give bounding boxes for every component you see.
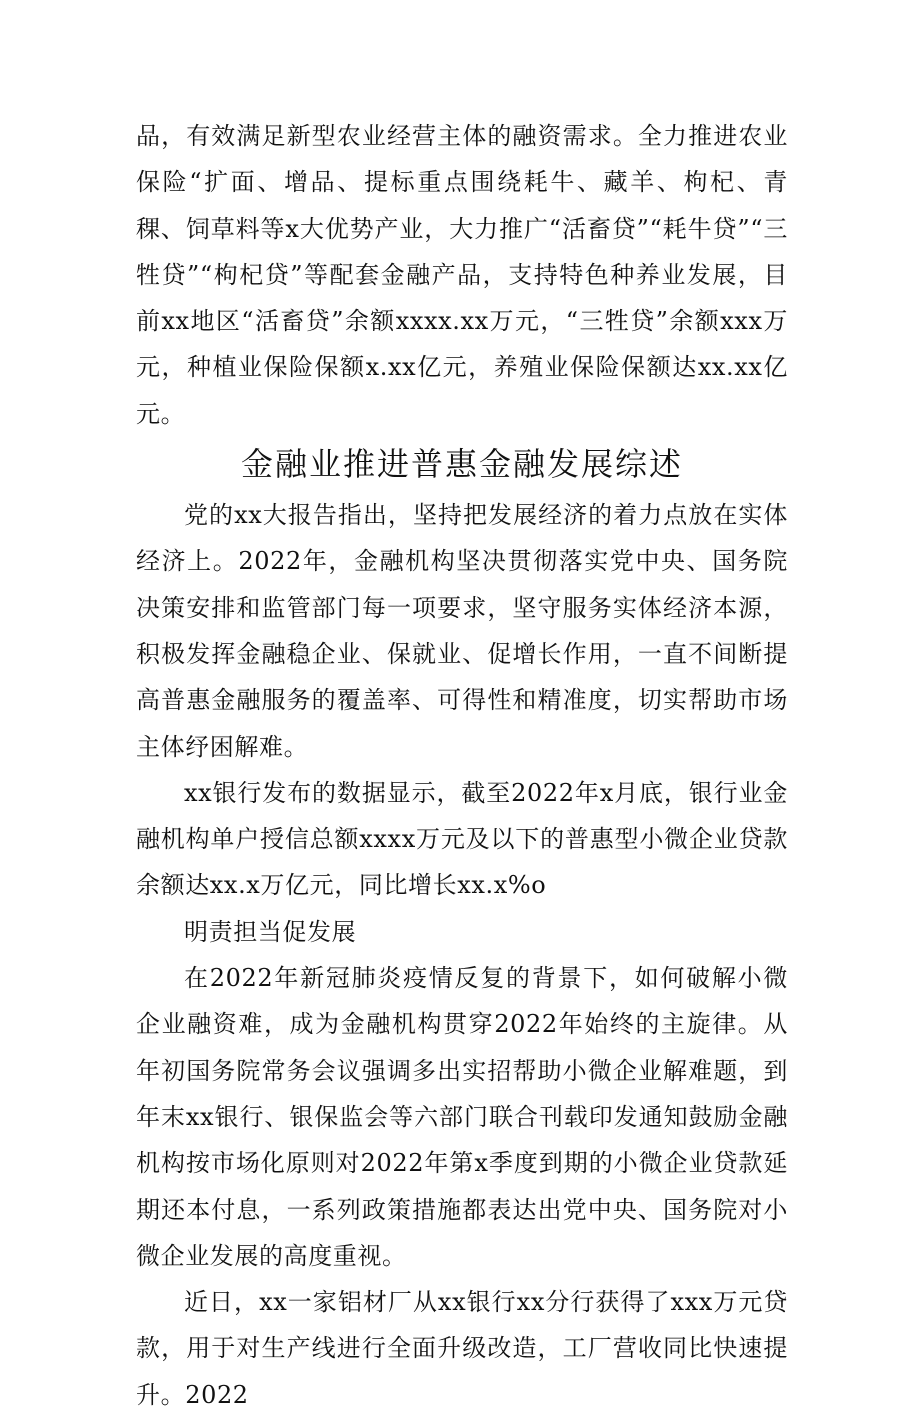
paragraph-1: 党的xx大报告指出，坚持把发展经济的着力点放在实体经济上。2022年，金融机构坚决贯彻落实党中央、国务院决策安排和监管部门每一项要求，坚守服务实体经济本源，积极发挥金融稳企业、保就业、促增长作用，一直不间断提高普惠金融服务的覆盖率、可得性和精准度，切实帮助市场主体纾困解难。 xyxy=(136,501,788,761)
article-title: 金融业推进普惠金融发展综述 xyxy=(240,445,683,484)
intro-paragraph: 品，有效满足新型农业经营主体的融资需求。全力推进农业保险“扩面、增品、提标重点围绕耗牛、藏羊、枸杞、青稞、饲草料等x大优势产业，大力推广“活畜贷”“耗牛贷”“三牲贷”“枸杞贷”等配套金融产品，支持特色种养业发展，目前xx地区“活畜贷”余额xxxx.xx万元，“三牲贷”余额xxx万元，种植业保险保额x.xx亿元，养殖业保险保额达xx.xx亿元。 xyxy=(136,122,788,428)
paragraph-3: 在2022年新冠肺炎疫情反复的背景下，如何破解小微企业融资难，成为金融机构贯穿2022年始终的主旋律。从年初国务院常务会议强调多出实招帮助小微企业解难题，到年末xx银行、银保监会等六部门联合刊载印发通知鼓励金融机构按市场化原则对2022年第x季度到期的小微企业贷款延期还本付息，一系列政策措施都表达出党中央、国务院对小微企业发展的高度重视。 xyxy=(136,964,788,1270)
section-subheading: 明责担当促发展 xyxy=(184,917,357,946)
document-page xyxy=(136,113,788,1418)
paragraph-4: 近日，xx一家铝材厂从xx银行xx分行获得了xxx万元贷款，用于对生产线进行全面升级改造，工厂营收同比快速提升。2022 xyxy=(136,1288,788,1409)
paragraph-2: xx银行发布的数据显示，截至2022年x月底，银行业金融机构单户授信总额xxxx万元及以下的普惠型小微企业贷款余额达xx.x万亿元，同比增长xx.x%o xyxy=(136,778,788,900)
